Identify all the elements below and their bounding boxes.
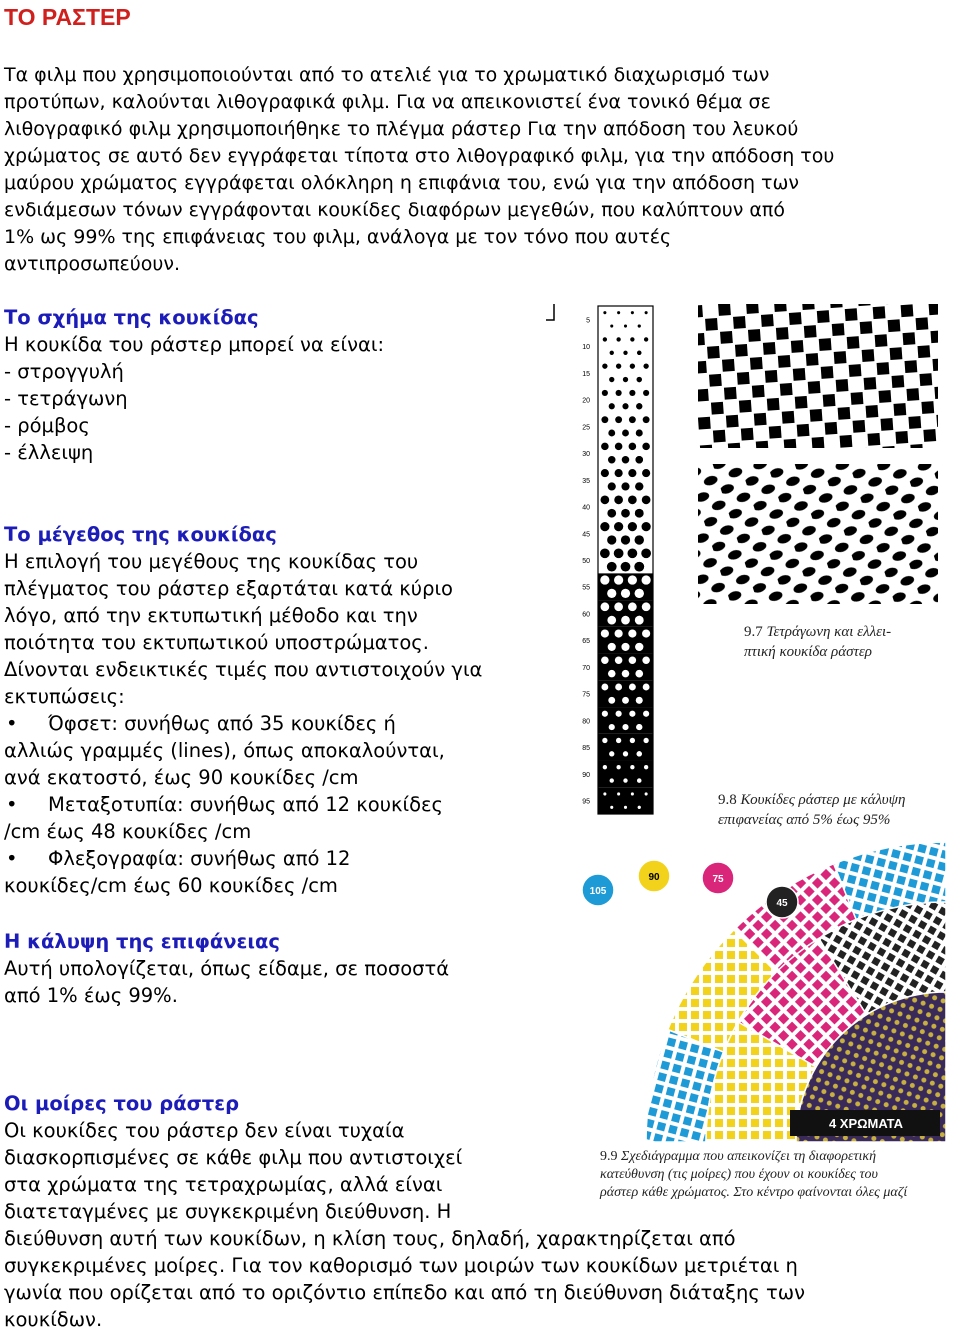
caption-line <box>718 790 954 810</box>
raster-dot <box>642 522 651 531</box>
intro-paragraph <box>4 62 956 278</box>
raster-hole <box>635 670 643 678</box>
raster-hole <box>608 670 616 678</box>
tone-scale-label: 10 <box>582 344 590 352</box>
raster-dot <box>615 416 622 423</box>
tone-scale-label: 75 <box>582 691 590 699</box>
tone-scale-label: 70 <box>582 664 590 672</box>
raster-hole <box>615 684 622 691</box>
raster-dot <box>610 325 613 328</box>
bullet-line: /cm έως 48 κουκίδες /cm <box>4 820 252 843</box>
raster-dot <box>624 325 627 328</box>
raster-hole <box>609 724 615 730</box>
intro-line: 1% ως 99% της επιφάνειας του φιλμ, ανάλογα με τον τόνο που αυτές <box>4 226 672 248</box>
coverage-section <box>4 928 449 1009</box>
size-line: πλέγματος του ράστερ εξαρτάται κατά κύριο <box>4 577 453 600</box>
size-line: Η επιλογή του μεγέθους της κουκίδας του <box>4 550 419 573</box>
intro-line: μαύρου χρώματος εγγράφεται ολόκληρη η επιφάνια του, ενώ για την απόδοση των <box>4 172 799 194</box>
tone-scale-labels <box>582 317 590 805</box>
raster-dot <box>623 351 627 355</box>
raster-hole <box>636 697 643 704</box>
raster-hole <box>614 575 623 584</box>
raster-hole <box>624 806 627 809</box>
tone-fill <box>598 761 653 788</box>
caption-line: ράστερ κάθε χρώματος. Στο κέντρο φαίνονται όλες μαζί <box>600 1185 908 1200</box>
raster-hole <box>601 656 609 664</box>
tone-scale-label: 95 <box>582 798 590 806</box>
intro-line: χρώματος σε αυτό δεν εγγράφεται τίποτα στο λιθογραφικό φιλμ, για την απόδοση του <box>4 145 835 167</box>
raster-dot <box>643 416 650 423</box>
list-item <box>4 710 482 737</box>
raster-dot <box>621 509 630 518</box>
bullet-line: Όφσετ: συνήθως από 35 κουκίδες ή <box>48 712 396 735</box>
raster-hole <box>629 711 635 717</box>
raster-dot <box>638 325 641 328</box>
page-title: ΤΟ ΡΑΣΤΕΡ <box>4 4 131 30</box>
figure-9-9-caption <box>600 1148 958 1202</box>
raster-dot <box>643 363 648 368</box>
raster-hole <box>615 656 623 664</box>
square-dot-pattern <box>698 304 938 448</box>
bullet-icon: • <box>6 793 18 816</box>
fan-sectors <box>646 842 946 1142</box>
moire-line: διατεταγμένες με συγκεκριμένη διεύθυνση. Η <box>4 1200 452 1223</box>
coverage-heading: Η κάλυψη της επιφάνειας <box>4 930 280 953</box>
raster-dot <box>608 482 616 490</box>
raster-hole <box>600 575 609 584</box>
raster-hole <box>628 575 637 584</box>
caption-line <box>744 622 954 642</box>
raster-hole <box>635 643 643 651</box>
raster-hole <box>643 738 648 743</box>
tone-scale-label: 45 <box>582 531 590 539</box>
tone-scale-label: 5 <box>586 317 590 325</box>
bullet-line: κουκίδες/cm έως 60 κουκίδες /cm <box>4 874 338 897</box>
tone-block <box>598 787 653 814</box>
caption-text: Κουκίδες ράστερ με κάλυψη <box>740 792 906 808</box>
moire-line: γωνία που ορίζεται από το οριζόντιο επίπεδο και από τη διεύθυνση διάταξης των <box>4 1281 805 1304</box>
angle-badge-label: 105 <box>589 886 607 897</box>
raster-dot <box>607 562 617 572</box>
raster-hole <box>610 806 613 809</box>
raster-hole <box>616 711 622 717</box>
raster-dot <box>601 495 610 504</box>
raster-dot <box>600 548 610 558</box>
raster-hole <box>622 697 629 704</box>
raster-hole <box>602 711 608 717</box>
raster-dot <box>628 522 637 531</box>
angle-badge-label: 45 <box>776 898 788 909</box>
tone-scale-label: 85 <box>582 745 590 753</box>
raster-dot <box>622 456 630 464</box>
raster-hole <box>628 629 636 637</box>
raster-dot <box>629 390 635 396</box>
raster-dot <box>602 390 608 396</box>
raster-dot <box>603 337 607 341</box>
raster-hole <box>623 751 628 756</box>
bullet-line: Μεταξοτυπία: συνήθως από 12 κουκίδες <box>48 793 443 816</box>
raster-dot <box>609 403 615 409</box>
raster-dot <box>631 311 634 314</box>
tone-fill <box>598 734 653 761</box>
figure-9-7-caption <box>744 622 954 662</box>
raster-dot <box>635 456 643 464</box>
raster-dot <box>607 509 616 518</box>
raster-dot <box>630 337 634 341</box>
screen-angle-fan-figure <box>546 842 960 1160</box>
tone-scale-label: 40 <box>582 504 590 512</box>
tone-block <box>598 654 653 681</box>
raster-hole <box>636 724 642 730</box>
tone-scale-label: 15 <box>582 370 590 378</box>
raster-dot <box>645 311 648 314</box>
raster-hole <box>642 656 650 664</box>
caption-line <box>600 1148 958 1166</box>
raster-hole <box>616 738 621 743</box>
raster-dot <box>629 443 637 451</box>
raster-hole <box>622 724 628 730</box>
raster-dot <box>634 562 644 572</box>
raster-hole <box>617 792 620 795</box>
raster-dot <box>642 495 651 504</box>
raster-dot <box>621 562 631 572</box>
angle-badge-label: 90 <box>648 872 660 883</box>
tone-scale-label: 55 <box>582 584 590 592</box>
caption-text: Τετράγωνη και ελλει- <box>766 624 892 640</box>
raster-hole <box>628 602 637 611</box>
intro-line: αντιπροσωπεύουν. <box>4 253 181 275</box>
tone-scale-label: 60 <box>582 611 590 619</box>
raster-dot <box>622 430 629 437</box>
raster-hole <box>630 738 635 743</box>
size-line: Δίνονται ενδεικτικές τιμές που αντιστοιχούν για <box>4 658 483 681</box>
raster-dot <box>641 548 651 558</box>
tone-scale-label: 50 <box>582 558 590 565</box>
raster-hole <box>615 629 623 637</box>
moire-line: συγκεκριμένες μοίρες. Για τον καθορισμό των μοιρών των κουκίδων μετριέται η <box>4 1254 798 1277</box>
intro-line: προτύπων, καλούνται λιθογραφικά φιλμ. Για να απεικονιστεί ένα τονικό θέμα σε <box>4 91 771 113</box>
raster-dot <box>601 469 609 477</box>
raster-dot <box>644 337 648 341</box>
raster-hole <box>635 589 644 598</box>
raster-hole <box>629 656 637 664</box>
intro-line: λιθογραφικό φιλμ χρησιμοποιήθηκε το πλέγμα ράστερ Για την απόδοση του λευκού <box>4 118 799 140</box>
shape-line: - έλλειψη <box>4 441 94 464</box>
raster-dot <box>635 482 643 490</box>
raster-hole <box>621 589 630 598</box>
corner-mark <box>546 304 554 320</box>
raster-dot <box>635 509 644 518</box>
size-section <box>4 521 482 899</box>
raster-hole <box>622 670 630 678</box>
figure-9-8-caption <box>718 790 954 830</box>
raster-hole <box>602 738 607 743</box>
moire-section <box>4 1090 462 1225</box>
raster-dot <box>622 403 628 409</box>
raster-hole <box>621 643 629 651</box>
raster-dot <box>635 535 644 544</box>
shape-line: - ρόμβος <box>4 414 90 437</box>
moire-line: Οι κουκίδες του ράστερ δεν είναι τυχαία <box>4 1119 405 1142</box>
raster-hole <box>607 589 616 598</box>
raster-hole <box>607 616 616 625</box>
bullet-icon: • <box>6 712 18 735</box>
caption-number: 9.7 <box>744 624 763 640</box>
raster-hole <box>637 751 642 756</box>
tone-scale-label: 35 <box>582 477 590 485</box>
shape-line: Η κουκίδα του ράστερ μπορεί να είναι: <box>4 333 385 356</box>
raster-dot <box>643 390 649 396</box>
caption-number: 9.8 <box>718 792 737 808</box>
raster-dot <box>623 377 628 382</box>
raster-hole <box>642 575 651 584</box>
bullet-line: Φλεξογραφία: συνήθως από 12 <box>48 847 351 870</box>
tone-block <box>598 573 653 600</box>
raster-dot <box>636 430 643 437</box>
tone-scale-figure <box>546 304 666 820</box>
tone-block <box>598 600 653 627</box>
raster-dot <box>614 522 623 531</box>
tone-block <box>598 761 653 788</box>
raster-dot <box>637 377 642 382</box>
raster-hole <box>603 792 606 795</box>
raster-hole <box>601 629 609 637</box>
tone-block <box>598 627 653 654</box>
raster-dot <box>630 363 635 368</box>
raster-hole <box>645 792 648 795</box>
raster-hole <box>623 778 627 782</box>
raster-dot <box>614 548 624 558</box>
raster-dot <box>601 443 609 451</box>
raster-hole <box>642 602 651 611</box>
raster-dot <box>617 311 620 314</box>
tone-scale-label: 80 <box>582 718 590 726</box>
raster-hole <box>637 778 641 782</box>
raster-dot <box>614 495 623 504</box>
tone-block <box>598 707 653 734</box>
caption-number: 9.9 <box>600 1149 618 1164</box>
intro-line: Τα φιλμ που χρησιμοποιούνται από το ατελιέ για το χρωματικό διαχωρισμό των <box>4 64 770 86</box>
raster-dot <box>616 337 620 341</box>
raster-dot <box>608 456 616 464</box>
size-line: λόγο, από την εκτυπωτική μέθοδο και την <box>4 604 418 627</box>
raster-dot <box>607 535 616 544</box>
bullet-line: ανά εκατοστό, έως 90 κουκίδες /cm <box>4 766 359 789</box>
raster-hole <box>638 806 641 809</box>
raster-dot <box>621 482 629 490</box>
raster-dot <box>636 403 642 409</box>
raster-dot <box>628 548 638 558</box>
raster-dot <box>615 443 623 451</box>
raster-hole <box>616 765 620 769</box>
raster-hole <box>644 765 648 769</box>
raster-dot <box>600 522 609 531</box>
tone-scale-label: 65 <box>582 638 590 646</box>
shape-line: - τετράγωνη <box>4 387 128 410</box>
raster-dot <box>628 495 637 504</box>
raster-hole <box>608 697 615 704</box>
caption-line: κατεύθυνση (τις μοίρες) που έχουν οι κουκίδες του <box>600 1167 878 1182</box>
shape-heading: Το σχήμα της κουκίδας <box>4 306 259 329</box>
raster-dot <box>608 430 615 437</box>
raster-hole <box>635 616 644 625</box>
raster-dot <box>603 311 606 314</box>
raster-dot <box>621 535 630 544</box>
tone-block <box>598 734 653 761</box>
intro-line: ενδιάμεσων τόνων εγγράφονται κουκίδες διαφόρων μεγεθών, που καλύπτουν από <box>4 199 785 221</box>
angle-badge-label: 75 <box>712 874 724 885</box>
caption-text: Σχεδιάγραμμα που απεικονίζει τη διαφορετική <box>621 1149 877 1164</box>
list-item <box>4 791 482 818</box>
dot-shape-figure <box>688 304 950 614</box>
size-heading: Το μέγεθος της κουκίδας <box>4 523 277 546</box>
moire-heading: Οι μοίρες του ράστερ <box>4 1092 240 1115</box>
raster-dot <box>628 469 636 477</box>
raster-hole <box>614 602 623 611</box>
raster-dot <box>642 443 650 451</box>
raster-hole <box>603 765 607 769</box>
tone-scale-label: 30 <box>582 451 590 459</box>
tone-scale-label: 25 <box>582 424 590 432</box>
coverage-line: Αυτή υπολογίζεται, όπως είδαμε, σε ποσοστά <box>4 957 450 980</box>
bullet-icon: • <box>6 847 18 870</box>
size-line: ποιότητα του εκτυπωτικού υποστρώματος. <box>4 631 429 654</box>
raster-hole <box>610 778 614 782</box>
raster-dot <box>616 390 622 396</box>
raster-dot <box>637 351 641 355</box>
moire-line: στα χρώματα της τετραχρωμίας, αλλά είναι <box>4 1173 443 1196</box>
raster-dot <box>609 377 614 382</box>
moire-line: διεύθυνση αυτή των κουκίδων, η κλίση τους, δηλαδή, χαρακτηρίζεται από <box>4 1227 736 1250</box>
raster-hole <box>609 751 614 756</box>
four-colors-label: 4 ΧΡΩΜΑΤΑ <box>828 1116 904 1131</box>
tone-scale-label: 90 <box>582 771 590 779</box>
raster-hole <box>643 711 649 717</box>
raster-dot <box>601 416 608 423</box>
raster-hole <box>631 792 634 795</box>
raster-dot <box>616 363 621 368</box>
raster-dot <box>602 363 607 368</box>
bullet-line: αλλιώς γραμμές (lines), όπως αποκαλούνται, <box>4 739 445 762</box>
tone-scale-label: 20 <box>582 397 590 405</box>
shape-section <box>4 304 384 466</box>
raster-dot <box>610 351 614 355</box>
raster-hole <box>601 684 608 691</box>
size-line: εκτυπώσεις: <box>4 685 125 708</box>
shape-line: - στρογγυλή <box>4 360 124 383</box>
moire-line: κουκίδων. <box>4 1308 103 1331</box>
raster-dot <box>629 416 636 423</box>
caption-line: επιφανείας από 5% έως 95% <box>718 812 891 828</box>
raster-hole <box>643 684 650 691</box>
raster-hole <box>630 765 634 769</box>
raster-hole <box>608 643 616 651</box>
raster-hole <box>642 629 650 637</box>
tone-fill <box>598 787 653 814</box>
moire-full-width <box>4 1225 956 1333</box>
moire-line: διασκορπισμένες σε κάθε φιλμ που αντιστοιχεί <box>4 1146 463 1169</box>
list-item <box>4 845 482 872</box>
raster-hole <box>629 684 636 691</box>
raster-dot <box>615 469 623 477</box>
raster-hole <box>621 616 630 625</box>
coverage-line: από 1% έως 99%. <box>4 984 178 1007</box>
raster-dot <box>642 469 650 477</box>
caption-line: πτική κουκίδα ράστερ <box>744 644 872 660</box>
tone-block <box>598 680 653 707</box>
elliptical-dot-pattern <box>698 464 938 604</box>
raster-hole <box>601 602 610 611</box>
